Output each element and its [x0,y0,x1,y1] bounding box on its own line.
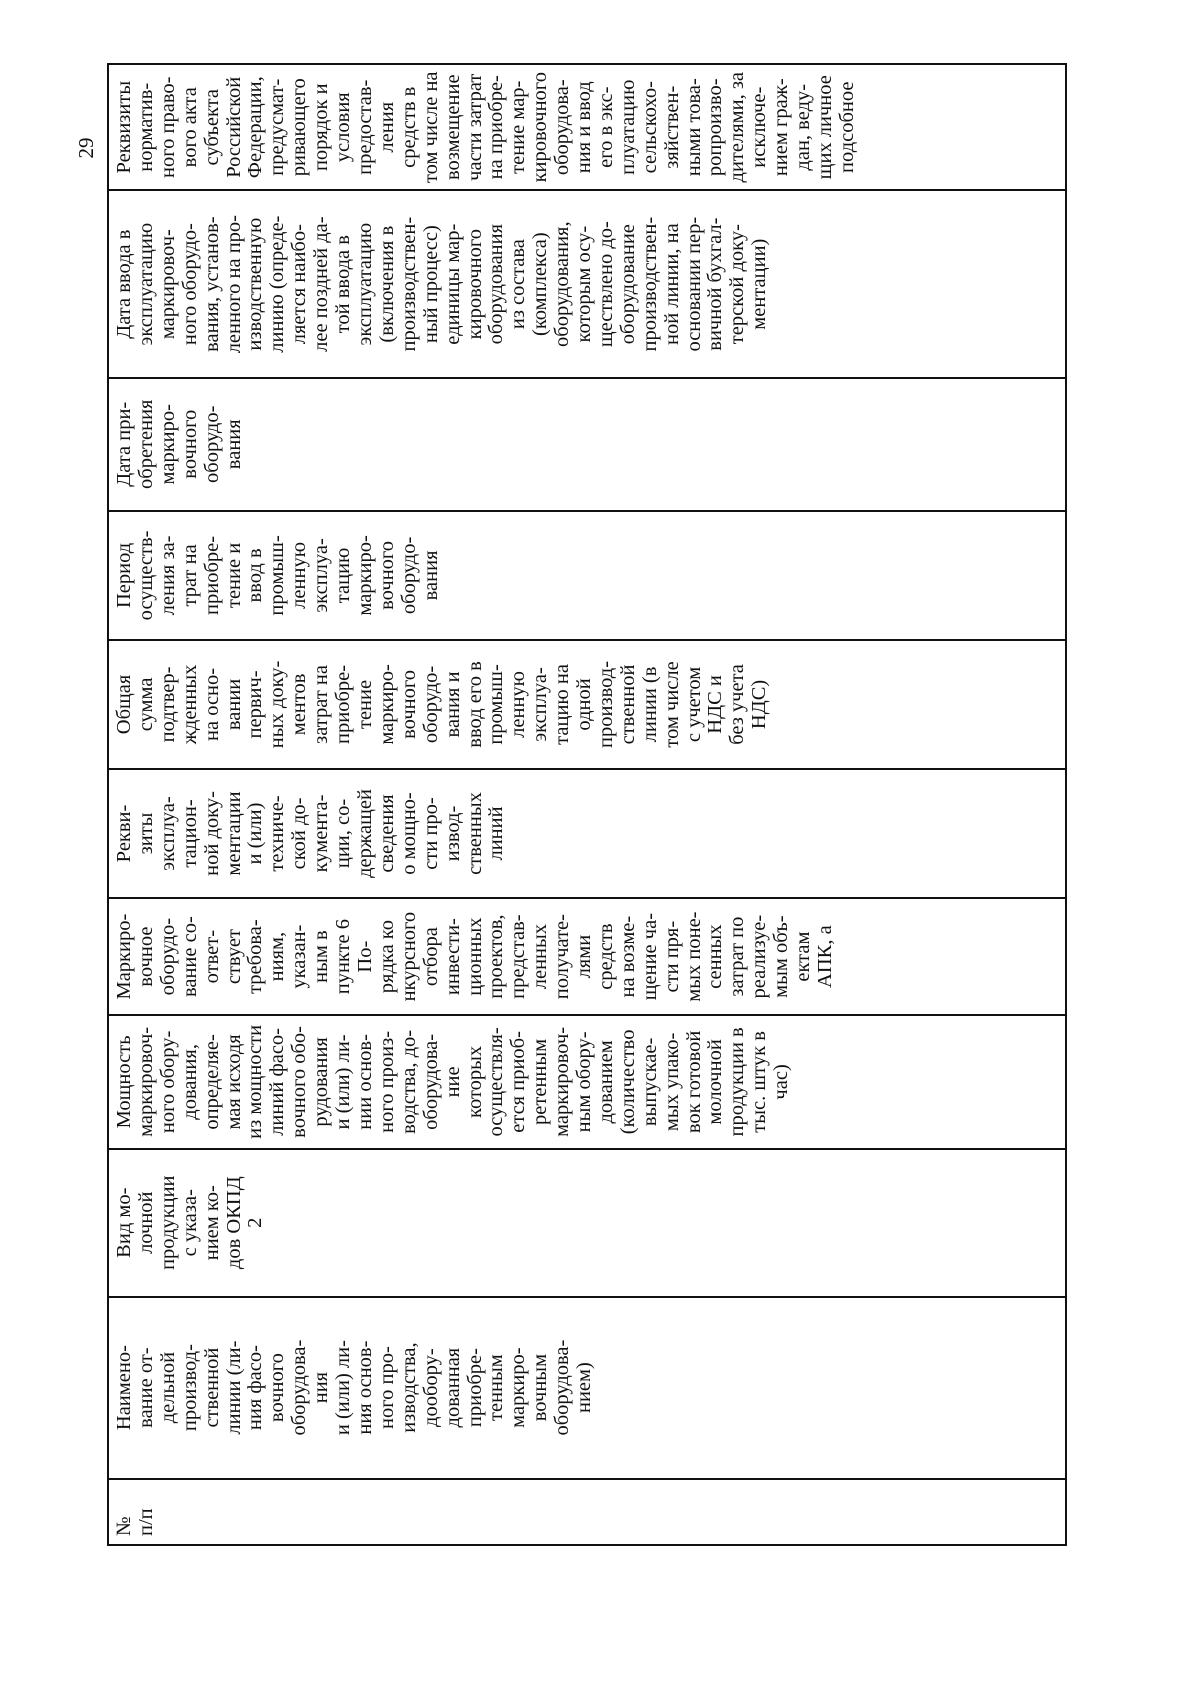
header-text-line: и (или) ли- [332,1034,355,1130]
header-text-line: Дата при- [113,401,135,487]
header-text-line: производ- [594,660,617,748]
header-text-line: с указа- [178,1189,201,1257]
header-text-line: плуатацию [616,79,639,175]
header-text-line: вания и [441,671,464,738]
header-text-line: эксплуа- [310,538,333,613]
header-text-line: продукции [156,1175,179,1270]
header-text-line: продукции в [726,1027,749,1137]
header-text-line: извод- [441,805,464,862]
header-text-line: ектам [792,931,815,982]
header-text-line: ления [375,101,398,153]
header-text-line: вочного [178,409,201,479]
header-text-line: молочной [704,1039,727,1125]
header-text-line: водства, до- [397,1029,420,1134]
header-text-line: отбора [419,927,442,987]
header-text-line: ществлено до- [594,221,617,348]
header-text-line: дованная [441,1347,464,1428]
header-text-line: средств в [397,86,420,168]
header-text-line: дообору- [419,1348,442,1427]
header-text-line: ния и ввод [573,81,596,174]
header-text-line: тацию на [551,664,574,745]
header-text-line: ственной [616,664,639,745]
header-text-line: кумента- [310,794,333,873]
header-text-line: ного обору- [156,1030,179,1134]
header-text-line: норматив- [134,82,157,172]
header-text-line: обретения [134,399,157,489]
header-text-line: приобре- [332,664,355,744]
header-text-line: лями [573,934,596,979]
header-text-line: осуществля- [485,1027,508,1137]
header-text-line: ется приоб- [507,1031,530,1133]
header-text-line: ропроизво- [704,78,727,177]
header-text-line: оборудова- [419,1033,442,1130]
header-text-line: зяйствен- [660,85,683,169]
rotated-table-wrapper [107,63,1067,1546]
header-text-line: указан- [288,924,311,989]
header-text-line: ленных [529,923,552,990]
header-text-line: основании пер- [682,216,705,352]
header-text-line: НДС и [704,675,727,734]
header-text-line: рядка ко [375,920,398,994]
header-text-line: маркиро- [375,664,398,745]
header-text-line: мых упако- [660,1032,683,1132]
header-text-line: 2 [244,1217,267,1228]
header-text-line: возмещение [441,74,464,181]
header-text-line: оборудование [616,224,639,345]
header-text-line: дителями, за [726,71,749,183]
header-text-line: сведения [375,794,398,873]
header-text-line: эксплуатацию [134,222,157,346]
header-text-line: лее поздней да- [310,216,333,352]
header-text-line: промыш- [485,664,508,745]
header-text-line: о мощно- [397,792,420,875]
header-text-line: части затрат [463,73,486,181]
column-header-capacity [108,1015,1066,1149]
header-text-line: без учета [726,664,749,745]
header-text-line: ния основ- [353,1340,376,1435]
header-text-line: оборудо- [397,536,420,615]
header-text-line: том числе на [419,71,442,184]
header-text-line: сти про- [419,797,442,870]
header-text-line: кировочного [463,228,486,340]
header-text-line: кировочного [529,72,552,183]
requirements-table [107,63,1067,1546]
header-text-line: вок готовой [682,1030,705,1134]
header-text-line: условия [332,92,355,163]
header-text-line: ного оборудо- [178,223,201,346]
header-text-line: ной линии, на [660,223,683,346]
header-text-line: производствен- [638,216,661,352]
header-text-line: подтвер- [156,666,179,743]
header-text-line: предостав- [353,79,376,175]
header-text-line: Маркиро- [113,913,135,1000]
header-text-line: той ввода в [332,235,355,334]
header-text-line: тение и [222,542,245,609]
header-text-line: мым объ- [770,915,793,998]
header-text-line: тенным [485,1354,508,1421]
header-text-line: оборудо- [419,665,442,744]
header-text-line: ние [441,1066,464,1098]
header-text-line: Реквизиты [113,80,135,174]
header-text-line: единицы мар- [441,223,464,345]
header-text-line: дования, [178,1044,201,1120]
header-text-line: ным в [310,930,333,983]
table-header-row [108,64,1066,1545]
header-text-line: его в экс- [594,86,617,168]
header-text-line: (включения в [375,225,398,343]
header-text-line: щих личное [814,75,836,180]
header-text-line: на приобре- [485,75,508,180]
header-text-line: (комплекса) [529,232,552,336]
header-text-line: тение мар- [507,80,530,174]
header-text-line: ного про- [375,1346,398,1429]
header-text-line: линий фасо- [266,1028,289,1136]
header-text-line: проектов, [485,914,508,999]
header-text-line: эксплуа- [529,667,552,742]
header-text-line: держащей [353,789,376,878]
header-text-line: затрат по [726,916,749,997]
header-text-line: вичной бухгал- [704,217,727,351]
header-text-line: ляется наибо- [288,224,311,345]
header-text-line: Российской [222,76,245,178]
header-text-line: нием) [573,1362,596,1414]
header-text-line: получате- [551,914,574,1000]
header-text-line: и (или) [244,802,267,865]
header-text-line: вочного [266,1353,289,1423]
header-text-line: оборудова- [551,1339,574,1436]
header-text-line: из мощности [244,1024,267,1139]
header-text-line: линий [485,806,508,861]
header-text-line: вочным [529,1353,552,1422]
column-header-product-type [108,1149,1066,1297]
header-text-line: производ- [178,1344,201,1432]
header-text-line: вочного [375,540,398,610]
header-text-line: вания [222,419,245,470]
header-text-line: средств [594,923,617,990]
header-text-line: ный процесс) [419,225,442,344]
header-text-line: ответ- [200,929,223,984]
header-text-line: ниям, [266,931,289,982]
header-text-line: эксплуатацию [353,222,376,346]
header-text-line: ввод его в [463,661,486,748]
header-text-line: зиты [134,812,157,855]
column-header-total-amount [108,640,1066,769]
header-text-line: маркиро- [156,404,179,485]
header-text-line: (количество [616,1029,639,1135]
column-header-equipment-compliance [108,898,1066,1015]
header-text-line: ными това- [682,78,705,177]
header-text-line: трат на [178,544,201,607]
header-text-line: ным обору- [573,1031,596,1133]
header-text-line: определяе- [200,1034,223,1130]
header-text-line: оборудования, [551,221,574,347]
header-text-line: тацион- [178,799,201,868]
header-text-line: мая исходя [222,1034,245,1130]
header-text-line: Мощность [113,1035,135,1129]
header-text-line: подсобное [835,81,858,173]
header-text-line: терской доку- [726,224,749,345]
column-header-legal-act-details [108,64,1066,190]
header-text-line: тыс. штук в [748,1031,771,1133]
header-text-line: маркировоч- [156,229,179,340]
header-text-line: ленную [507,671,530,738]
header-text-line: ментации) [748,238,771,330]
header-text-line: маркировоч- [551,1026,574,1137]
document-table-area [107,63,1067,1546]
header-text-line: реализуе- [748,914,771,999]
header-text-line: НДС) [748,679,771,730]
header-text-line: предусмат- [266,78,289,176]
header-text-line: первич- [244,670,267,739]
header-text-line: ментов [288,673,311,736]
header-text-line: вания [419,550,442,601]
column-header-number [108,1479,1066,1545]
header-text-line: ментации [222,791,245,876]
header-text-line: вочное [134,926,157,987]
header-text-line: приобре- [200,535,223,615]
header-text-line: ционных [463,917,486,996]
header-text-line: АПК, а [814,925,836,988]
header-text-line: маркиро- [507,1347,530,1428]
header-text-line: рудования [310,1037,333,1127]
header-text-line: оборудо- [156,917,179,996]
header-text-line: вание от- [134,1347,157,1428]
header-text-line: вочного обо- [288,1025,311,1138]
header-text-line: час) [770,1064,793,1100]
header-text-line: нкурсного [397,911,420,1002]
header-text-line: ной доку- [200,791,223,876]
header-text-line: ния фасо- [244,1345,267,1431]
header-text-line: дельной [156,1351,179,1424]
header-text-line: Рекви- [113,804,135,863]
header-text-line: вого акта [178,87,201,168]
column-header-documentation-details [108,769,1066,899]
header-text-line: с учетом [682,666,705,743]
header-text-line: ской до- [288,797,311,870]
header-text-line: оборудо- [200,405,223,483]
header-text-line: Период [113,542,135,609]
header-text-line: сенных [704,924,727,989]
header-text-line: промыш- [266,535,289,616]
header-text-line: представ- [507,914,530,999]
header-text-line: ретенным [529,1038,552,1125]
header-text-line: п/п [134,1508,157,1536]
header-text-line: дованием [594,1040,617,1124]
header-text-line: жденных [178,664,201,745]
header-text-line: ввод в [244,548,267,603]
header-text-line: оборудования [485,223,508,345]
page-number: 29 [73,137,98,159]
header-text-line: линии (в [638,666,661,743]
header-text-line: дан, веду- [792,83,815,171]
header-text-line: ленную [288,541,311,609]
column-header-purchase-date [108,378,1066,511]
header-text-line: Федерации, [244,76,267,179]
header-text-line: линию (опреде- [266,215,289,353]
column-header-expense-period [108,511,1066,641]
header-text-line: маркировоч- [134,1026,157,1137]
header-text-line: вании [222,678,245,731]
header-text-line: которым осу- [573,225,596,343]
header-text-line: тение [353,679,376,729]
header-text-line: Дата ввода в [113,229,135,339]
header-text-line: изводственную [244,217,267,351]
header-text-line: сумма [134,677,157,732]
header-text-line: оборудова- [288,1339,311,1436]
header-text-line: и (или) ли- [332,1340,355,1436]
header-text-line: инвести- [441,918,464,996]
header-text-line: ния [310,1371,333,1404]
header-text-line: ственной [200,1347,223,1428]
header-text-line: ции, со- [332,798,355,869]
header-text-line: из состава [507,239,530,330]
header-text-line: оборудова- [551,79,574,176]
header-text-line: пункте 6 [332,918,355,995]
header-text-line: тацию [332,547,355,604]
header-text-line: вания, установ- [200,216,223,352]
header-text-line: на осно- [200,667,223,741]
header-text-line: техниче- [266,795,289,872]
header-text-line: осуществ- [134,530,157,621]
header-text-line: линии (ли- [222,1340,245,1435]
header-text-line: одной [573,678,596,731]
header-text-line: вание со- [178,916,201,998]
header-text-line: вочного [397,669,420,739]
header-text-line: сти пря- [660,920,683,993]
header-text-line: производствен- [397,216,420,352]
header-text-line: эксплуа- [156,796,179,871]
header-text-line: щение ча- [638,912,661,1001]
header-text-line: субъекта [200,89,223,166]
header-text-line: лочной [134,1191,157,1254]
header-text-line: ленного на про- [222,215,245,354]
header-text-line: изводства, [397,1342,420,1433]
header-text-line: затрат на [310,665,333,744]
header-text-line: нием граж- [770,78,793,177]
header-text-line: сельскохо- [638,81,661,174]
header-text-line: нием ко- [200,1185,223,1261]
header-text-line: ственных [463,792,486,875]
header-text-line: Наимено- [113,1345,135,1431]
header-text-line: дов ОКПД [222,1176,245,1270]
header-text-line: ных доку- [266,660,289,749]
header-text-line: ления за- [156,535,179,616]
header-text-line: ного произ- [375,1030,398,1133]
header-text-line: том числе [660,661,683,748]
header-text-line: приобре- [463,1348,486,1428]
header-text-line: выпускае- [638,1037,661,1127]
header-text-line: ного право- [156,76,179,178]
header-text-line: № [113,1516,135,1536]
header-text-line: ствует [222,929,245,985]
column-header-line-name [108,1297,1066,1479]
header-text-line: По- [353,940,376,973]
header-text-line: исключе- [748,86,771,168]
header-text-line: Общая [113,674,135,735]
header-text-line: порядок и [310,83,333,172]
header-text-line: мых поне- [682,911,705,1002]
header-text-line: требова- [244,919,267,994]
header-text-line: ривающего [288,78,311,177]
column-header-commissioning-date [108,190,1066,377]
header-text-line: Вид мо- [113,1187,135,1258]
header-text-line: на возме- [616,915,639,998]
header-text-line: которых [463,1045,486,1118]
header-text-line: нии основ- [353,1034,376,1130]
header-text-line: маркиро- [353,535,376,616]
